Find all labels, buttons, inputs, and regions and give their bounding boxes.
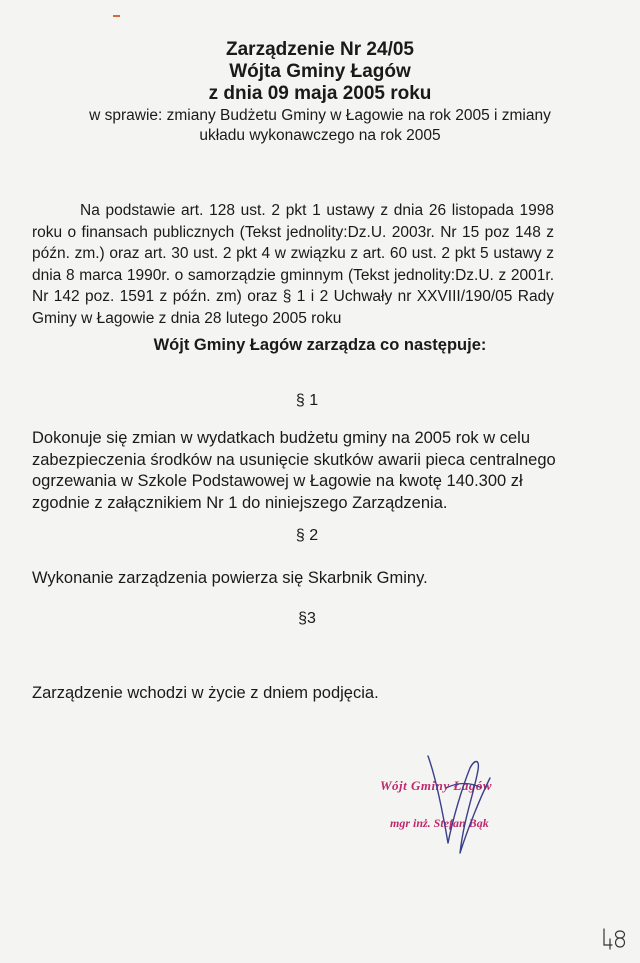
legal-basis-paragraph: [32, 200, 554, 330]
subject-line: w sprawie: zmiany Budżetu Gminy w Łagowie na rok 2005 i zmiany: [89, 107, 551, 124]
issuer-title: Wójta Gminy Łagów: [229, 61, 411, 82]
stamp-office: Wójt Gminy Łagów: [380, 778, 493, 793]
section-text: Wykonanie zarządzenia powierza się Skarbnik Gminy.: [32, 569, 428, 587]
scan-mark: [113, 15, 120, 17]
document-date: z dnia 09 maja 2005 roku: [208, 83, 432, 104]
section-number: § 2: [295, 527, 319, 544]
document-subject: [40, 106, 600, 146]
legal-basis-text: Na podstawie art. 128 ust. 2 pkt 1 ustawy z dnia 26 listopada 1998 roku o finansach publicznych (Tekst jednolity:Dz.U. 2003r. Nr 15 poz 148 z późn. zm.) oraz art. 30 ust. 2 pkt 4 w związku z art. 60 ust. 2 pkt 5 ustawy z dnia 8 marca 1990r. o samorządzie gminnym (Tekst jednolity:Dz.U. z 2001r. Nr 142 poz. 1591 z późn. zm) oraz § 1 i 2 Uchwały nr XXVIII/190/05 Rady Gminy w Łagowie z dnia 28 lutego 2005 roku: [32, 202, 554, 327]
document-title: Zarządzenie Nr 24/05: [226, 39, 414, 60]
section-number: § 1: [295, 392, 319, 409]
section-number: §3: [298, 610, 316, 627]
handwritten-signature: [398, 748, 538, 868]
subject-line: układu wykonawczego na rok 2005: [199, 127, 441, 144]
stamp-name: mgr inż. Stefan Bąk: [390, 816, 489, 830]
handwritten-page-number: [600, 925, 630, 951]
section-text: Dokonuje się zmian w wydatkach budżetu gminy na 2005 rok w celu zabezpieczenia środków na usunięcie skutków awarii pieca centralnego ogrzewania w Szkole Podstawowej w Łagowie na kwotę 140.300 zł zgodnie z załącznikiem Nr 1 do niniejszego Zarządzenia.: [32, 429, 556, 512]
section-text: Zarządzenie wchodzi w życie z dniem podjęcia.: [32, 684, 379, 702]
decree-heading: Wójt Gminy Łagów zarządza co następuje:: [153, 336, 487, 354]
